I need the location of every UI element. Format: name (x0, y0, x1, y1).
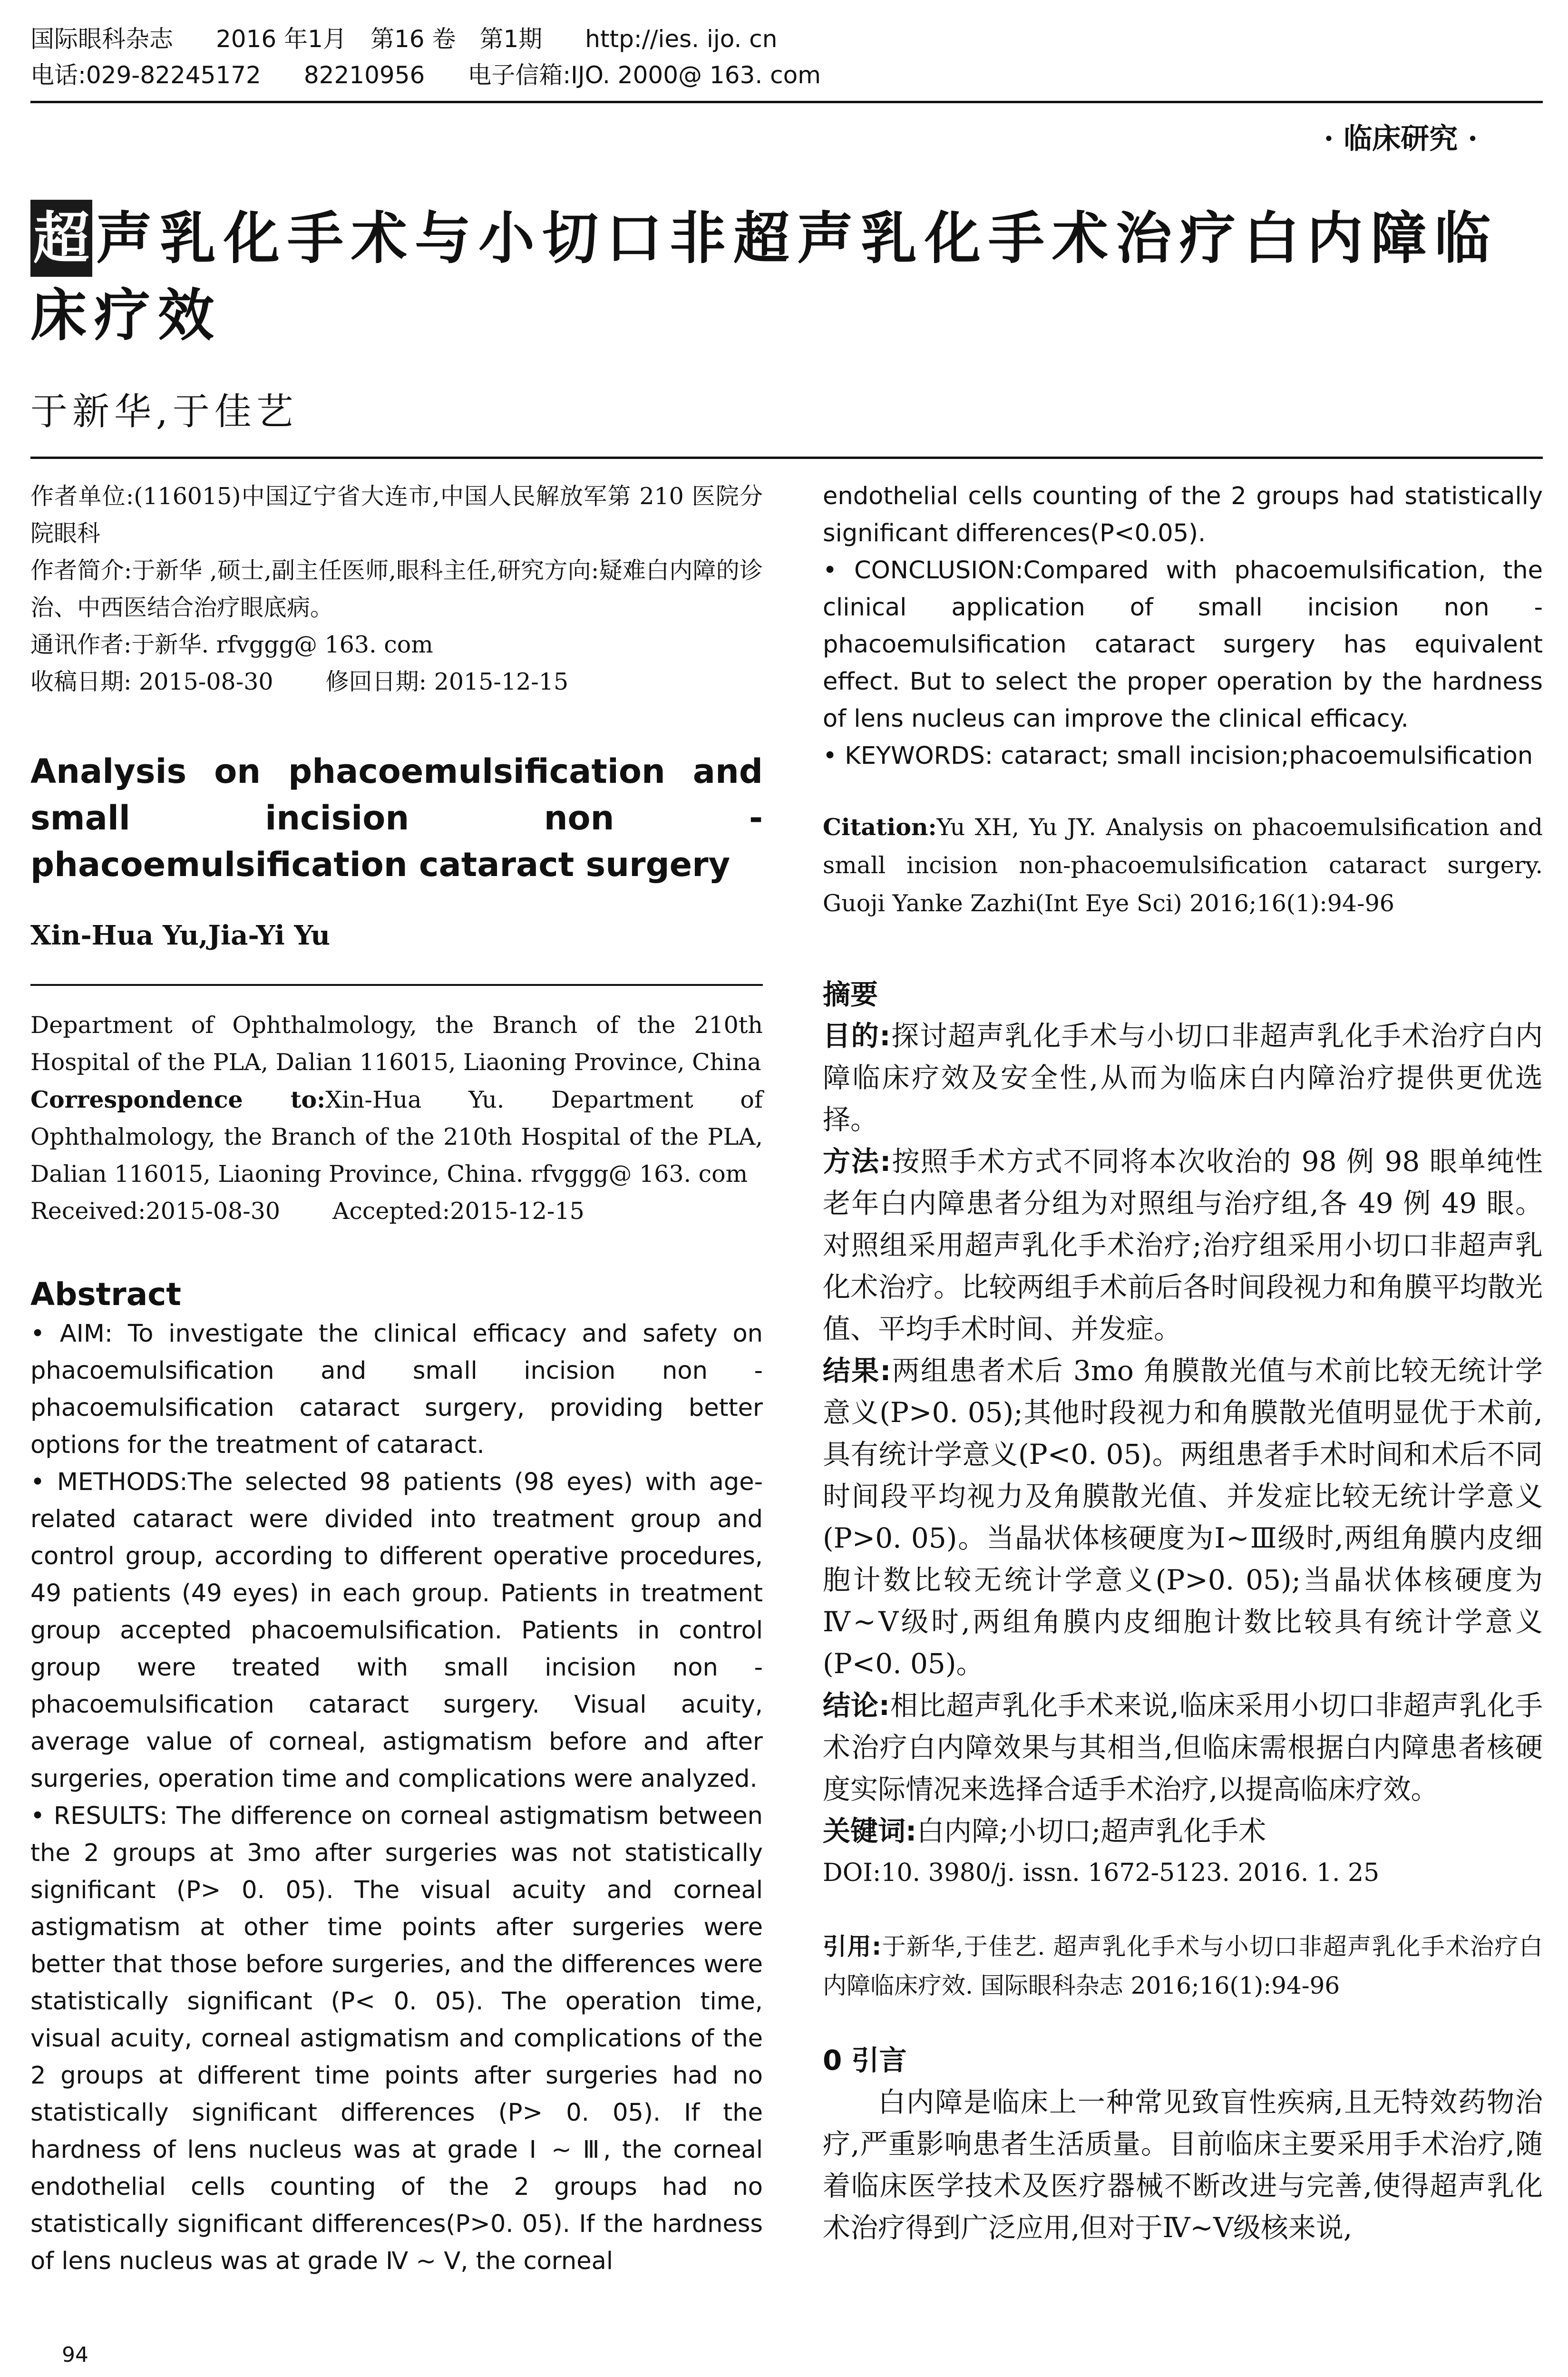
accepted-en: Accepted:2015-12-15 (332, 1198, 584, 1225)
journal-header (30, 21, 1543, 93)
citation-cn-text: 于新华,于佳艺. 超声乳化手术与小切口非超声乳化手术治疗白内障临床疗效. 国际眼科杂志 2016;16(1):94-96 (823, 1933, 1543, 1999)
article-title (30, 200, 1543, 354)
received-date: 收稿日期: 2015-08-30 (30, 668, 273, 695)
journal-url[interactable]: http://ies. ijo. cn (585, 25, 778, 53)
correspondence-text: Xin-Hua Yu. Department of Ophthalmology, the Branch of the 210th Hospital of the PLA, Dalian 116015, Liaoning Province, China. rfvggg@ 163. com (30, 1086, 763, 1188)
doi-line[interactable]: DOI:10. 3980/j. issn. 1672-5123. 2016. 1. 25 (823, 1859, 1380, 1887)
abstract-en (30, 1315, 763, 2280)
journal-email: 电子信箱:IJO. 2000@ 163. com (467, 61, 821, 89)
received-en: Received:2015-08-30 (30, 1198, 281, 1225)
conclusion-label: 结论: (823, 1689, 890, 1722)
citation-en-label: Citation: (823, 813, 937, 841)
abstract-cn (823, 974, 1543, 1894)
abstract-en-continued (823, 478, 1543, 775)
abstract-cn-heading: 摘要 (823, 978, 878, 1011)
revised-date: 修回日期: 2015-12-15 (325, 668, 569, 695)
citation-cn-label: 引用: (823, 1933, 882, 1960)
main-rule (30, 457, 1543, 459)
journal-phone: 电话:029-82245172 (30, 61, 261, 89)
methods-text: 按照手术方式不同将本次收治的 98 例 98 眼单纯性老年白内障患者分组为对照组与治疗组,各 49 例 49 眼。对照组采用超声乳化手术治疗;治疗组采用小切口非超声乳化术治疗。比较两组手术前后各时间段视力和角膜平均散光值、平均手术时间、并发症。 (823, 1145, 1543, 1345)
authors-cn: 于新华,于佳艺 (30, 390, 298, 433)
left-column (30, 478, 763, 2280)
citation-en (823, 808, 1543, 923)
intro-heading: 0 引言 (823, 2044, 907, 2076)
author-bio: 作者简介:于新华 ,硕士,副主任医师,眼科主任,研究方向:疑难白内障的诊治、中西医结合治疗眼底病。 (30, 557, 763, 621)
abstract-methods: • METHODS:The selected 98 patients (98 eyes) with age-related cataract were divided into treatment group and control group, according to different operative procedures, 49 patients (49 eyes) in each group. Patients in treatment group accepted phacoemulsification. Patients in control group were treated with small incision non - phacoemulsification cataract surgery. Visual acuity, average value of corneal, astigmatism before and after surgeries, operation time and complications were analyzed. (30, 1468, 763, 1793)
author-info (30, 478, 763, 701)
dates-row (30, 663, 763, 701)
conclusion-text: 相比超声乳化手术来说,临床采用小切口非超声乳化手术治疗白内障效果与其相当,但临床需根据白内障患者核硬度实际情况来选择合适手术治疗,以提高临床疗效。 (823, 1689, 1543, 1805)
journal-issue: 2016 年1月 第16 卷 第1期 (216, 25, 543, 53)
title-first-char: 超 (30, 200, 92, 277)
corresponding-author: 通讯作者:于新华. rfvggg@ 163. com (30, 631, 433, 658)
results-text: 两组患者术后 3mo 角膜散光值与术前比较无统计学意义(P>0. 05);其他时段视力和角膜散光值明显优于术前,具有统计学意义(P<0. 05)。两组患者手术时间和术后不同时间段平均视力及角膜散光值、并发症比较无统计学意义(P>0. 05)。当晶状体核硬度为Ⅰ~Ⅲ级时,两组角膜内皮细胞计数比较无统计学意义(P>0. 05);当晶状体核硬度为Ⅳ~Ⅴ级时,两组角膜内皮细胞计数比较具有统计学意义(P<0. 05)。 (823, 1354, 1543, 1680)
abstract-aim: • AIM: To investigate the clinical efficacy and safety on phacoemulsification and small incision non - phacoemulsification cataract surgery, providing better options for the treatment of cataract. (30, 1320, 763, 1459)
aim-text: 探讨超声乳化手术与小切口非超声乳化手术治疗白内障临床疗效及安全性,从而为临床白内障治疗提供更优选择。 (823, 1020, 1543, 1136)
english-affiliation (30, 1007, 763, 1230)
abstract-results: • RESULTS: The difference on corneal astigmatism between the 2 groups at 3mo after surgeries was not statistically significant (P> 0. 05). The visual acuity and corneal astigmatism at other time points after surgeries were better that those before surgeries, and the differences were statistically significant (P< 0. 05). The operation time, visual acuity, corneal astigmatism and complications of the 2 groups at different time points after surgeries had no statistically significant differences (P> 0. 05). If the hardness of lens nucleus was at grade Ⅰ ~ Ⅲ, the corneal endothelial cells counting of the 2 groups had no statistically significant differences(P>0. 05). If the hardness of lens nucleus was at grade Ⅳ ~ Ⅴ, the corneal (30, 1802, 763, 2275)
page-number: 94 (62, 2343, 88, 2367)
correspondence-label: Correspondence to: (30, 1086, 326, 1113)
abstract-cn-aim (823, 1015, 1543, 1140)
keywords-text: 白内障;小切口;超声乳化手术 (916, 1815, 1266, 1847)
abstract-cn-conclusion (823, 1685, 1543, 1810)
results-label: 结果: (823, 1354, 891, 1387)
department-text: Department of Ophthalmology, the Branch of the 210th Hospital of the PLA, Dalian 116015, Liaoning Province, China (30, 1012, 763, 1076)
abstract-conclusion: • CONCLUSION:Compared with phacoemulsification, the clinical application of small incision non - phacoemulsification cataract surgery has equivalent effect. But to select the proper operation by the hardness of lens nucleus can improve the clinical efficacy. (823, 556, 1543, 733)
abstract-cn-results (823, 1350, 1543, 1685)
title-text: 声乳化手术与小切口非超声乳化手术治疗白内障临床疗效 (30, 205, 1499, 348)
abstract-cn-methods (823, 1140, 1543, 1350)
aim-label: 目的: (823, 1020, 891, 1052)
journal-phone-2: 82210956 (303, 61, 425, 89)
intro-text: 白内障是临床上一种常见致盲性疾病,且无特效药物治疗,严重影响患者生活质量。目前临床主要采用手术治疗,随着临床医学技术及医疗器械不断改进与完善,使得超声乳化术治疗得到广泛应用,但对于Ⅳ~Ⅴ级核来说, (823, 2086, 1543, 2244)
citation-en-text: Yu XH, Yu JY. Analysis on phacoemulsification and small incision non-phacoemulsification cataract surgery. Guoji Yanke Zazhi(Int Eye Sci) 2016;16(1):94-96 (823, 814, 1543, 917)
abstract-cn-keywords (823, 1810, 1543, 1852)
english-authors: Xin-Hua Yu,Jia-Yi Yu (30, 920, 331, 951)
english-title: Analysis on phacoemulsification and small incision non - phacoemulsification cataract surgery (30, 752, 763, 884)
citation-cn (823, 1927, 1543, 2005)
journal-name: 国际眼科杂志 (30, 25, 173, 53)
english-rule (30, 984, 763, 986)
abstract-heading: Abstract (30, 1276, 181, 1313)
right-column (823, 478, 1543, 2249)
correspondence-en (30, 1081, 763, 1193)
abstract-results-cont: endothelial cells counting of the 2 groups had statistically significant differences(P<0.05). (823, 482, 1543, 547)
author-affiliation: 作者单位:(116015)中国辽宁省大连市,中国人民解放军第 210 医院分院眼科 (30, 483, 763, 547)
en-dates-row (30, 1193, 763, 1230)
keywords-label: 关键词: (823, 1815, 917, 1847)
header-rule (30, 101, 1543, 103)
section-label: · 临床研究 · (1324, 122, 1478, 156)
abstract-keywords: • KEYWORDS: cataract; small incision;phacoemulsification (823, 742, 1533, 770)
methods-label: 方法: (823, 1145, 891, 1178)
